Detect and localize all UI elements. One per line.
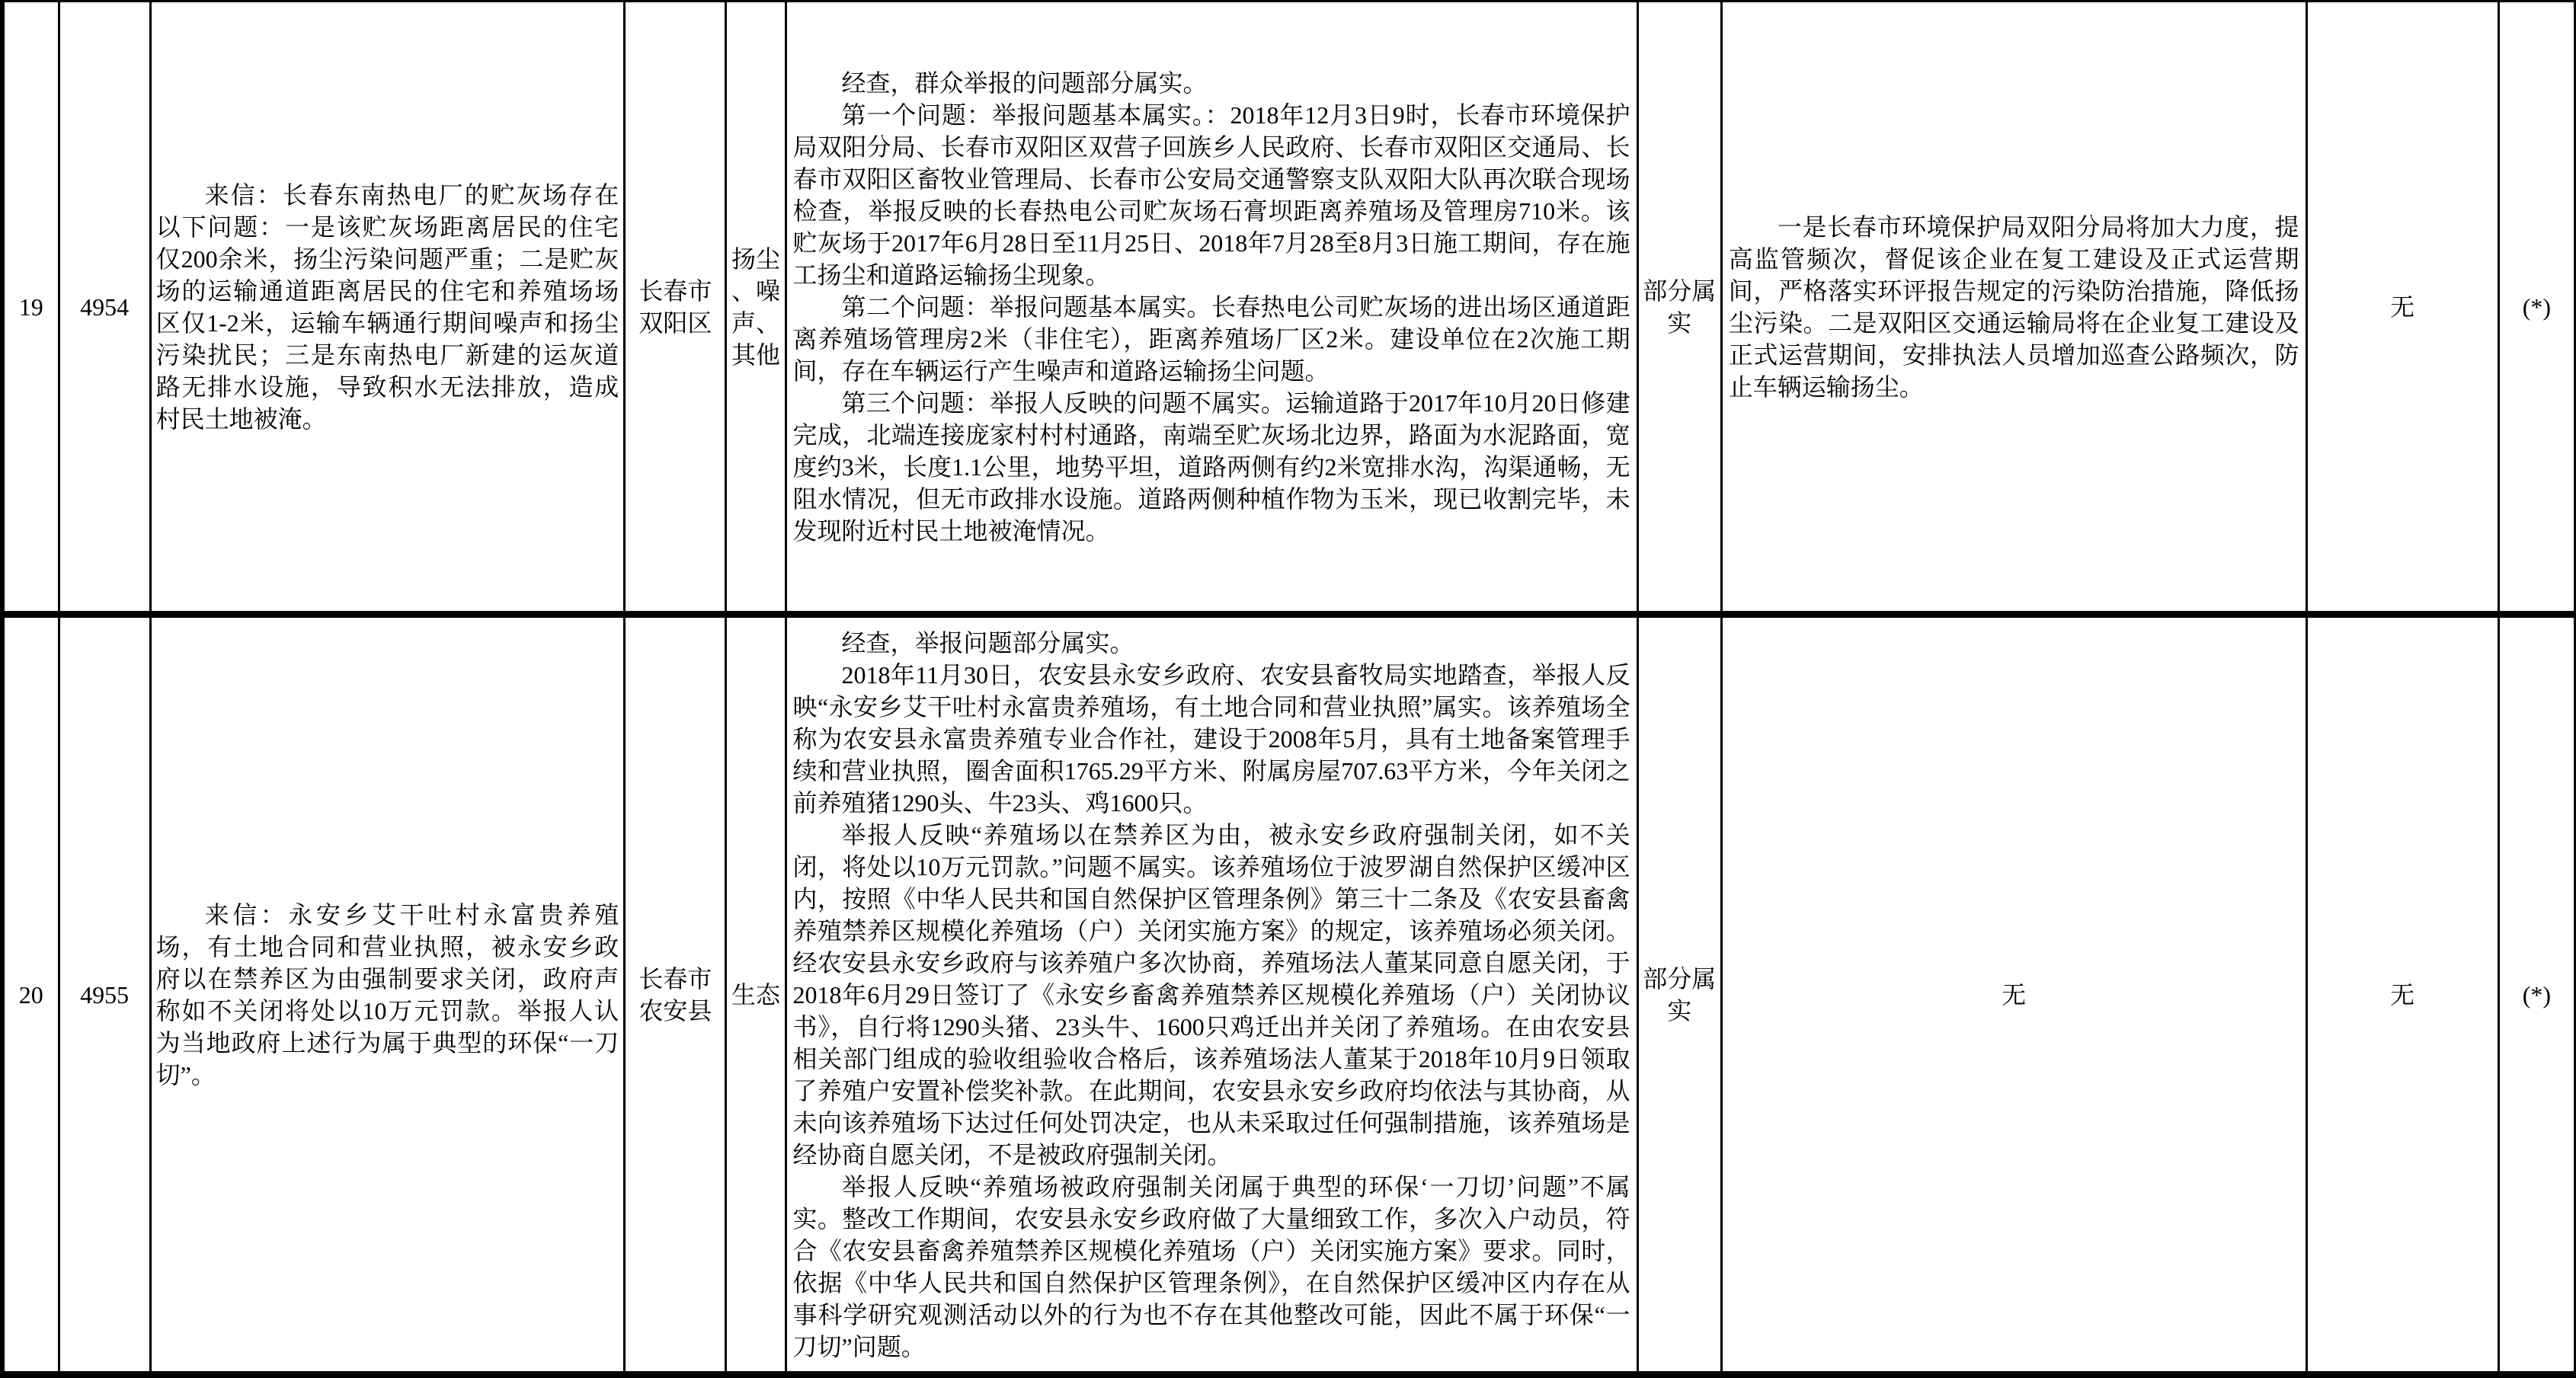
cell-region: 长春市双阳区 — [625, 2, 726, 615]
cell-remark: (*) — [2498, 615, 2574, 1375]
cell-category: 扬尘、噪声、其他 — [726, 2, 786, 615]
table-row — [2, 615, 2575, 1375]
table-row — [2, 2, 2575, 615]
cell-accountability: 无 — [2306, 615, 2498, 1375]
cell-investigation: 经查，群众举报的问题部分属实。 第一个问题：举报问题基本属实。：2018年12月3日9时，长春市环境保护局双阳分局、长春市双阳区双营子回族乡人民政府、长春市双阳区交通局、长春市双阳区畜牧业管理局、长春市公安局交通警察支队双阳大队再次联合现场检查，举报反映的长春热电公司贮灰场石膏坝距离养殖场及管理房710米。该贮灰场于2017年6月28日至11月25日、2018年7月28至8月3日施工期间，存在施工扬尘和道路运输扬尘现象。 第二个问题：举报问题基本属实。长春热电公司贮灰场的进出场区通道距离养殖场管理房2米（非住宅），距离养殖场厂区2米。建设单位在2次施工期间，存在车辆运行产生噪声和道路运输扬尘问题。 第三个问题：举报人反映的问题不属实。运输道路于2017年10月20日修建完成，北端连接庞家村村村通路，南端至贮灰场北边界，路面为水泥路面，宽度约3米，长度1.1公里，地势平坦，道路两侧有约2米宽排水沟，沟渠通畅，无阻水情况，但无市政排水设施。道路两侧种植作物为玉米，现已收割完毕，未发现附近村民土地被淹情况。 — [786, 2, 1637, 615]
cell-verification: 部分属实 — [1637, 615, 1721, 1375]
cell-case-no: 4955 — [59, 615, 150, 1375]
cell-verification: 部分属实 — [1637, 2, 1721, 615]
cell-region: 长春市农安县 — [625, 615, 726, 1375]
cell-seq: 19 — [2, 2, 59, 615]
cell-investigation: 经查，举报问题部分属实。 2018年11月30日，农安县永安乡政府、农安县畜牧局实地踏查，举报人反映“永安乡艾干吐村永富贵养殖场，有土地合同和营业执照”属实。该养殖场全称为农安县永富贵养殖专业合作社，建设于2008年5月，具有土地备案管理手续和营业执照，圈舍面积1765.29平方米、附属房屋707.63平方米，今年关闭之前养殖猪1290头、牛23头、鸡1600只。 举报人反映“养殖场以在禁养区为由，被永安乡政府强制关闭，如不关闭，将处以10万元罚款。”问题不属实。该养殖场位于波罗湖自然保护区缓冲区内，按照《中华人民共和国自然保护区管理条例》第三十二条及《农安县畜禽养殖禁养区规模化养殖场（户）关闭实施方案》的规定，该养殖场必须关闭。经农安县永安乡政府与该养殖户多次协商，养殖场法人董某同意自愿关闭，于2018年6月29日签订了《永安乡畜禽养殖禁养区规模化养殖场（户）关闭协议书》，自行将1290头猪、23头牛、1600只鸡迁出并关闭了养殖场。在由农安县相关部门组成的验收组验收合格后，该养殖场法人董某于2018年10月9日领取了养殖户安置补偿奖补款。在此期间，农安县永安乡政府均依法与其协商，从未向该养殖场下达过任何处罚决定，也从未采取过任何强制措施，该养殖场是经协商自愿关闭，不是被政府强制关闭。 举报人反映“养殖场被政府强制关闭属于典型的环保‘一刀切’问题”不属实。整改工作期间，农安县永安乡政府做了大量细致工作，多次入户动员，符合《农安县畜禽养殖禁养区规模化养殖场（户）关闭实施方案》要求。同时，依据《中华人民共和国自然保护区管理条例》，在自然保护区缓冲区内存在从事科学研究观测活动以外的行为也不存在其他整改可能，因此不属于环保“一刀切”问题。 — [786, 615, 1637, 1375]
cell-case-no: 4954 — [59, 2, 150, 615]
cell-category: 生态 — [726, 615, 786, 1375]
cell-measures: 一是长春市环境保护局双阳分局将加大力度，提高监管频次，督促该企业在复工建设及正式运营期间，严格落实环评报告规定的污染防治措施，降低扬尘污染。二是双阳区交通运输局将在企业复工建设及正式运营期间，安排执法人员增加巡查公路频次，防止车辆运输扬尘。 — [1721, 2, 2306, 615]
cell-seq: 20 — [2, 615, 59, 1375]
cell-complaint: 来信：长春东南热电厂的贮灰场存在以下问题：一是该贮灰场距离居民的住宅仅200余米，扬尘污染问题严重；二是贮灰场的运输通道距离居民的住宅和养殖场场区仅1-2米，运输车辆通行期间噪声和扬尘污染扰民；三是东南热电厂新建的运灰道路无排水设施，导致积水无法排放，造成村民土地被淹。 — [150, 2, 625, 615]
cell-complaint: 来信：永安乡艾干吐村永富贵养殖场，有土地合同和营业执照，被永安乡政府以在禁养区为由强制要求关闭，政府声称如不关闭将处以10万元罚款。举报人认为当地政府上述行为属于典型的环保“一刀切”。 — [150, 615, 625, 1375]
cell-remark: (*) — [2498, 2, 2574, 615]
cell-measures: 无 — [1721, 615, 2306, 1375]
cell-accountability: 无 — [2306, 2, 2498, 615]
